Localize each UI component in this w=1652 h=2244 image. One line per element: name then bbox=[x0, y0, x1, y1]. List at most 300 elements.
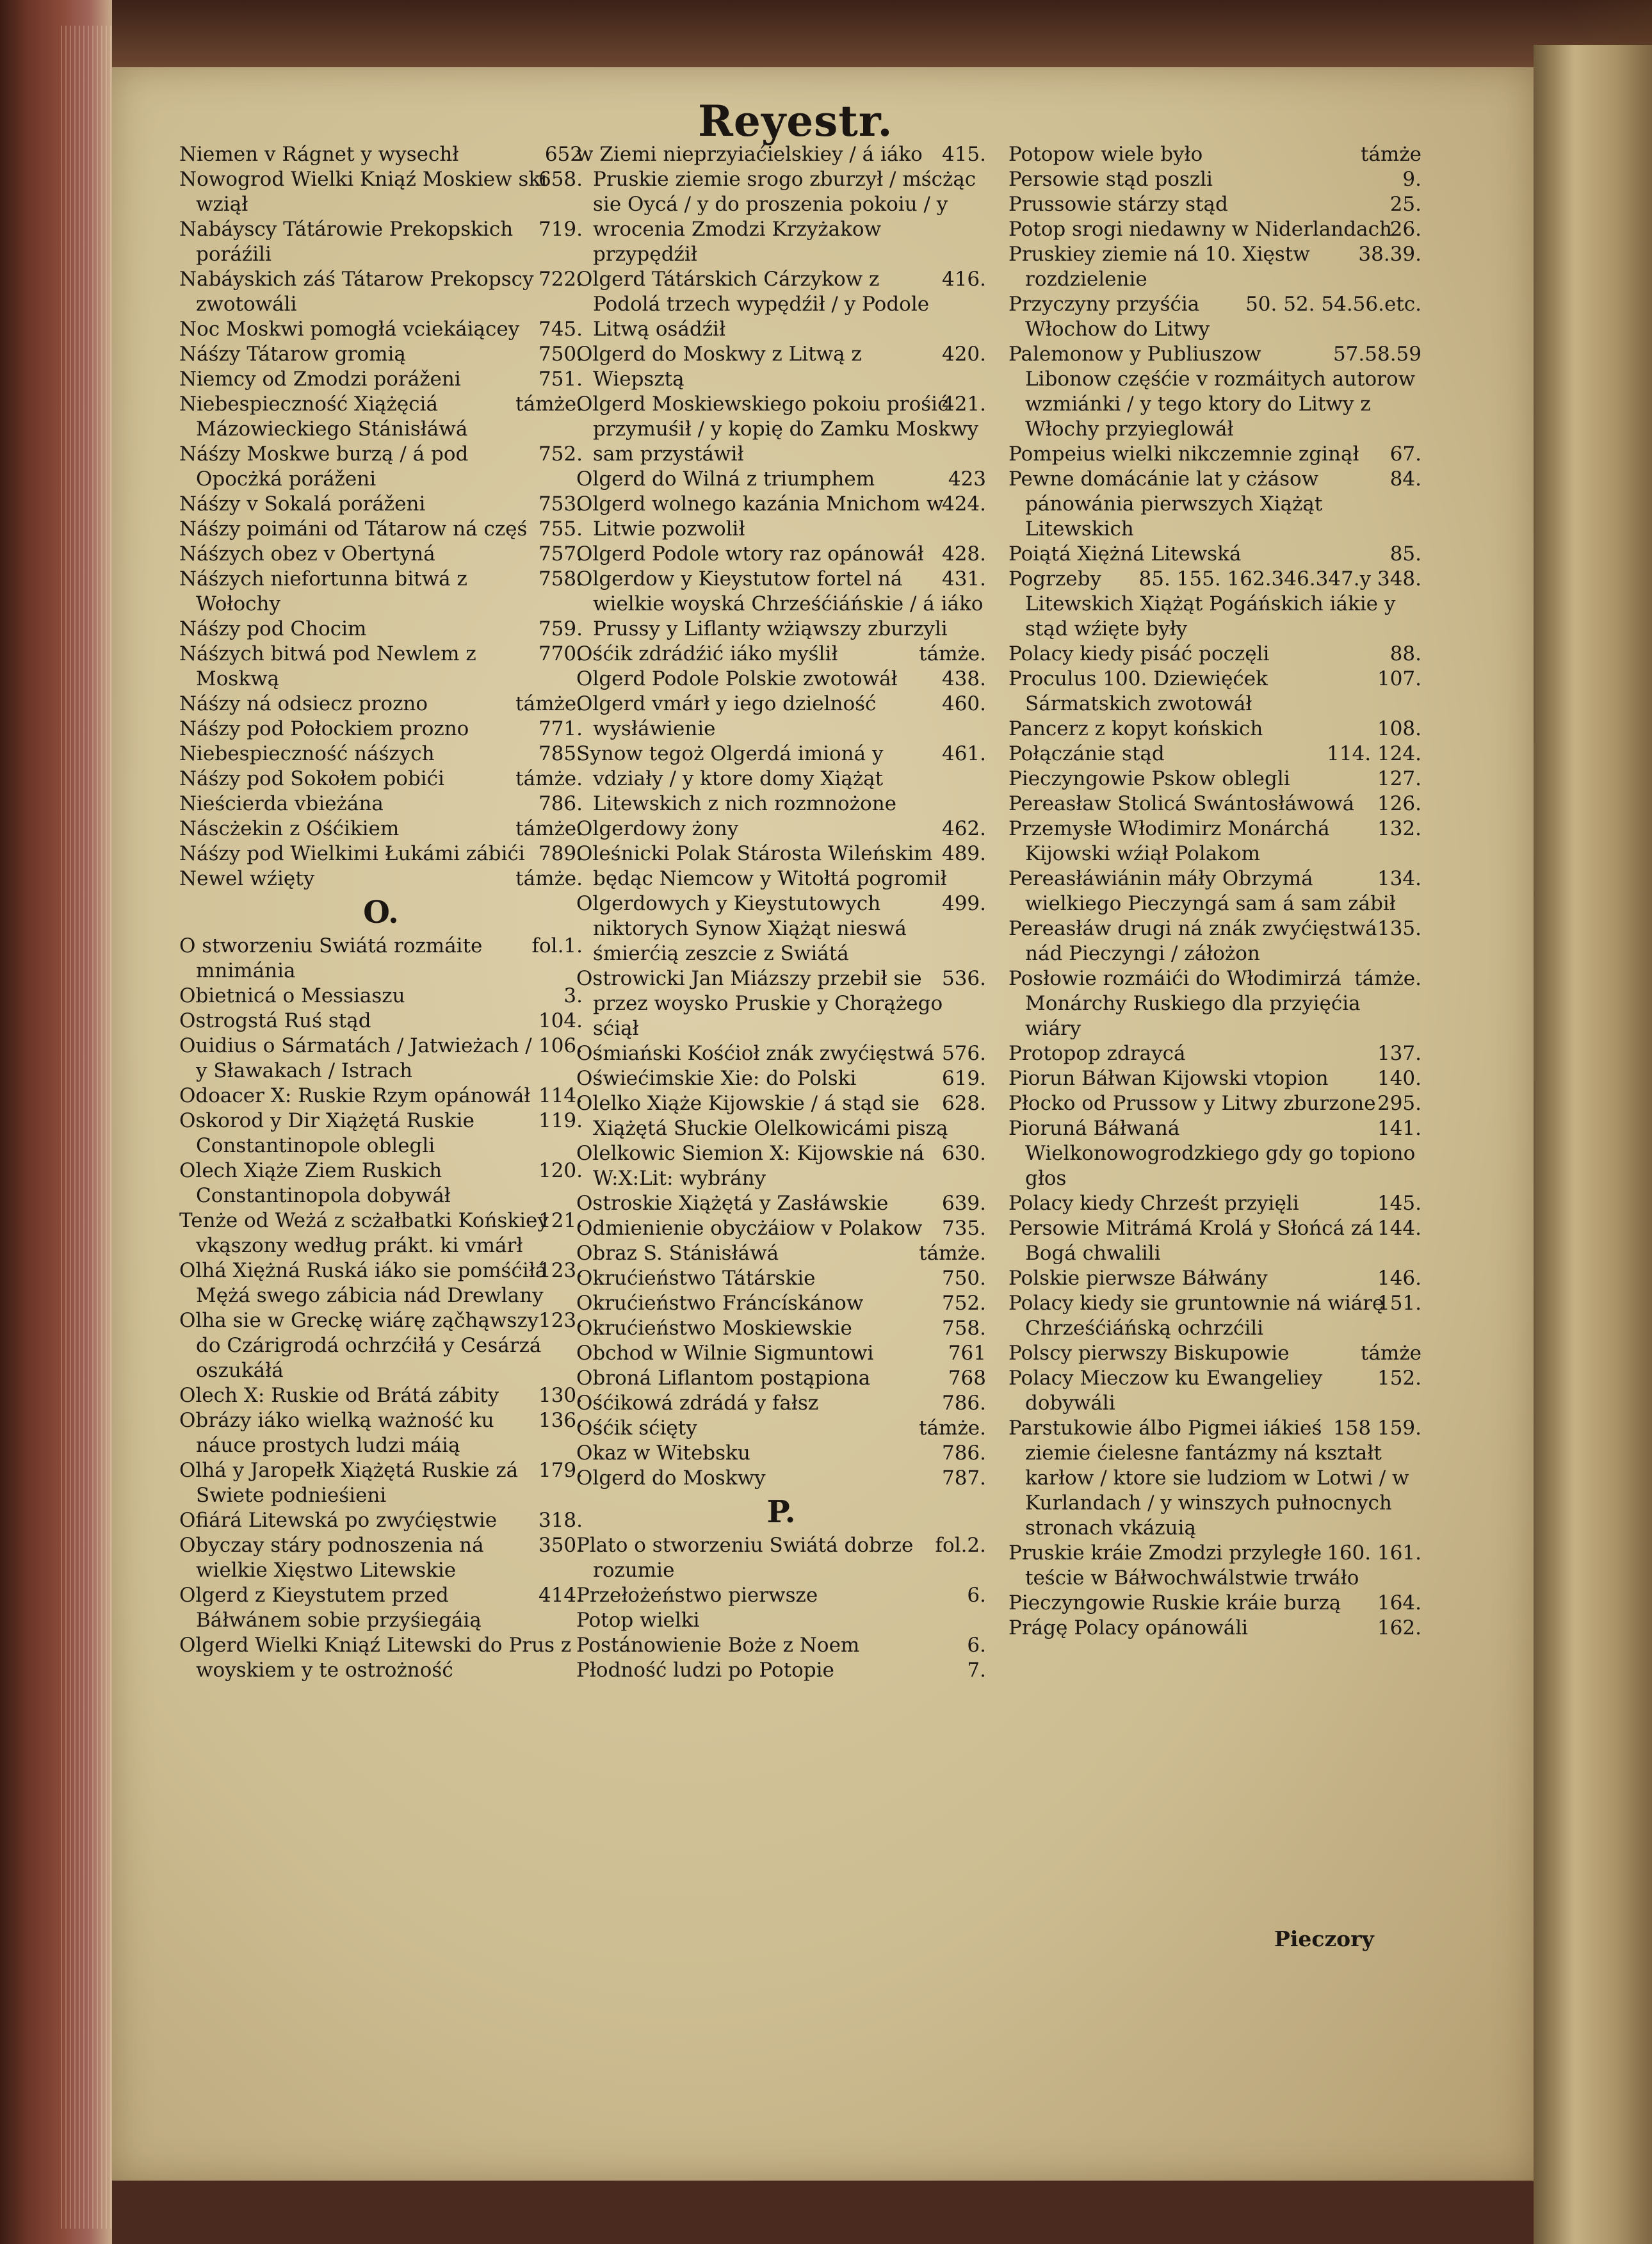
entry-text: Nabáyscy Tátárowie Prekopskich poráźili bbox=[179, 218, 514, 266]
index-entry bbox=[576, 1191, 986, 1216]
entry-text: Pieczyngowie Ruskie kráie burzą bbox=[1008, 1591, 1341, 1614]
entry-page-ref: 88. bbox=[1389, 642, 1421, 665]
index-entry bbox=[1008, 866, 1421, 916]
entry-text: Olgerd Podole Polskie zwotowáł bbox=[576, 667, 898, 690]
index-entry bbox=[1008, 916, 1421, 966]
index-entry bbox=[576, 1366, 986, 1391]
entry-text: Ostrogstá Ruś stąd bbox=[179, 1009, 371, 1032]
index-entry bbox=[179, 1084, 583, 1109]
entry-page-ref: 26. bbox=[1389, 218, 1421, 241]
index-entry bbox=[576, 642, 986, 667]
entry-text: Tenże od Weżá z scżałbatki Końskiey vkąszony według prákt. ki vmárł bbox=[179, 1209, 549, 1257]
entry-text: Pereasłáwiánin máły Obrzymá wielkiego Pieczyngá sam á sam zábił bbox=[1008, 867, 1396, 915]
entry-text: Polacy kiedy pisáć poczęli bbox=[1008, 642, 1270, 665]
entry-page-ref: 25. bbox=[1389, 193, 1421, 216]
entry-page-ref: 6. bbox=[967, 1584, 986, 1607]
index-entry bbox=[1008, 1541, 1421, 1591]
entry-page-ref: 785. bbox=[538, 742, 583, 765]
entry-page-ref: 745. bbox=[538, 318, 583, 341]
index-entry bbox=[179, 1159, 583, 1208]
entry-text: Náśzy poimáni od Tátarow ná częś bbox=[179, 517, 528, 541]
entry-text: Ouidius o Sármatách / Jatwieżach / y Sławakach / Istrach bbox=[179, 1034, 532, 1082]
catchword: Pieczory bbox=[1274, 1926, 1374, 1951]
entry-page-ref: 431. bbox=[941, 567, 986, 590]
index-entry bbox=[1008, 542, 1421, 567]
entry-text: Náśzy pod Wielkimi Łukámi zábići bbox=[179, 842, 525, 865]
entry-page-ref: 151. bbox=[1377, 1292, 1421, 1315]
index-entry bbox=[576, 342, 986, 392]
index-entry bbox=[576, 1583, 986, 1608]
book-top-background bbox=[112, 0, 1652, 67]
index-entry bbox=[179, 1633, 583, 1683]
entry-page-ref: 50. 52. 54.56.etc. bbox=[1245, 293, 1421, 316]
index-entry bbox=[1008, 567, 1421, 642]
entry-text: Olgerd Tátárskich Cárzykow z Podolá trzech wypędźił / y Podole Litwą osádźił bbox=[576, 268, 930, 341]
book-page-edge-lines bbox=[61, 26, 112, 2229]
entry-page-ref: 141. bbox=[1377, 1117, 1421, 1140]
entry-page-ref: 489. bbox=[941, 842, 986, 865]
entry-text: Polacy kiedy Chrześt przyięli bbox=[1008, 1192, 1299, 1215]
entry-page-ref: fol.2. bbox=[935, 1534, 986, 1557]
index-entry bbox=[1008, 1041, 1421, 1066]
index-entry bbox=[1008, 1291, 1421, 1341]
index-entry bbox=[576, 742, 986, 817]
entry-text: Olgerd z Kieystutem przed Báłwánem sobie przyśiegáią bbox=[179, 1584, 482, 1632]
entry-text: Pogrzeby Litewskich Xiążąt Pogáńskich iákie y stąd wźięte były bbox=[1008, 567, 1396, 640]
entry-page-ref: 127. bbox=[1377, 767, 1421, 790]
index-entry bbox=[1008, 217, 1421, 242]
index-entry bbox=[576, 817, 986, 842]
index-entry bbox=[179, 342, 583, 367]
entry-text: Oskorod y Dir Xiążętá Ruskie Constantinopole oblegli bbox=[179, 1109, 474, 1157]
index-entry bbox=[179, 934, 583, 984]
entry-text: Pewne domácánie lat y cżásow pánowánia pierwszych Xiążąt Litewskich bbox=[1008, 468, 1323, 541]
entry-page-ref: 106. bbox=[538, 1034, 583, 1057]
entry-text: Polscy pierwszy Biskupowie bbox=[1008, 1342, 1290, 1365]
entry-text: Odoacer X: Ruskie Rzym opánowáł bbox=[179, 1084, 531, 1107]
index-entry bbox=[179, 567, 583, 617]
index-entry bbox=[179, 317, 583, 342]
entry-page-ref: 658. bbox=[538, 168, 583, 191]
entry-text: Niebespieczność náśzych bbox=[179, 742, 435, 765]
entry-page-ref: 619. bbox=[941, 1067, 986, 1090]
entry-page-ref: 639. bbox=[941, 1192, 986, 1215]
entry-text: Ośćik zdrádźić iáko myślił bbox=[576, 642, 838, 665]
entry-page-ref: 85. 155. 162.346.347.y 348. bbox=[1138, 567, 1421, 590]
index-entry bbox=[576, 1533, 986, 1583]
entry-page-ref: 84. bbox=[1389, 468, 1421, 491]
entry-page-ref: 499. bbox=[941, 892, 986, 915]
index-entry bbox=[1008, 642, 1421, 667]
index-entry bbox=[179, 984, 583, 1009]
index-entry bbox=[179, 1383, 583, 1408]
index-entry bbox=[1008, 142, 1421, 167]
entry-page-ref: 38.39. bbox=[1358, 243, 1421, 266]
index-entry bbox=[1008, 1341, 1421, 1366]
entry-page-ref: 771. bbox=[538, 717, 583, 740]
entry-text: Obroná Liflantom postąpiona bbox=[576, 1367, 871, 1390]
entry-text: Potop srogi niedawny w Niderlandach bbox=[1008, 218, 1392, 241]
entry-text: Okaz w Witebsku bbox=[576, 1442, 750, 1465]
entry-text: Olech Xiąże Ziem Ruskich Constantinopola dobywáł bbox=[179, 1159, 451, 1207]
entry-text: Niebespieczność Xiążęciá Mázowieckiego Stánisłáwá bbox=[179, 393, 468, 441]
entry-page-ref: 107. bbox=[1377, 667, 1421, 690]
entry-text: Odmienienie obycżáiow v Polakow bbox=[576, 1217, 923, 1240]
entry-text: Olha sie w Greckę wiárę ząčhąwszy do Czárigrodá ochrzćiłá y Cesárzá oszukáłá bbox=[179, 1309, 542, 1382]
entry-text: Olgerdow y Kieystutow fortel ná wielkie woyská Chrześćiáńskie / á iáko Prussy y Liflanty wżiąwszy zburzyli bbox=[576, 567, 984, 640]
index-entry bbox=[179, 866, 583, 891]
entry-text: Potopow wiele było bbox=[1008, 143, 1203, 166]
entry-text: O stworzeniu Swiátá rozmáite mnimánia bbox=[179, 934, 483, 982]
entry-text: Olgerd wolnego kazánia Mnichom w Litwie pozwolił bbox=[576, 492, 944, 541]
entry-page-ref: 719. bbox=[538, 218, 583, 241]
entry-page-ref: 350. bbox=[538, 1534, 583, 1557]
entry-text: Obietnicá o Messiaszu bbox=[179, 984, 405, 1007]
entry-text: Olhá Xiężná Ruská iáko sie pomśćiłá Mężá swego zábicia nád Drewlany bbox=[179, 1259, 547, 1307]
entry-page-ref: 428. bbox=[941, 542, 986, 565]
entry-page-ref: 758. bbox=[538, 567, 583, 590]
entry-page-ref: 759. bbox=[538, 617, 583, 640]
entry-page-ref: 104. bbox=[538, 1009, 583, 1032]
entry-text: Pieczyngowie Pskow oblegli bbox=[1008, 767, 1290, 790]
entry-page-ref: 132. bbox=[1377, 817, 1421, 840]
index-entry bbox=[179, 1308, 583, 1383]
entry-page-ref: 114. bbox=[538, 1084, 583, 1107]
index-entry bbox=[576, 891, 986, 966]
index-entry bbox=[576, 1391, 986, 1416]
entry-page-ref: 761 bbox=[948, 1342, 986, 1365]
index-entry bbox=[179, 517, 583, 542]
index-entry bbox=[179, 692, 583, 717]
entry-text: Pruskiey ziemie ná 10. Xięstw rozdzielenie bbox=[1008, 243, 1310, 291]
entry-text: Polacy Mieczow ku Ewangeliey dobywáli bbox=[1008, 1367, 1323, 1415]
entry-text: Pioruná Báłwaná Wielkonowogrodzkiego gdy go topiono głos bbox=[1008, 1117, 1416, 1190]
entry-page-ref: 750. bbox=[941, 1267, 986, 1290]
entry-text: Náscżekin z Ośćikiem bbox=[179, 817, 400, 840]
entry-text: Potop wielki bbox=[576, 1609, 700, 1632]
index-entry bbox=[179, 1508, 583, 1533]
index-entry bbox=[576, 1066, 986, 1091]
index-entry bbox=[1008, 1591, 1421, 1616]
entry-text: Prágę Polacy opánowáli bbox=[1008, 1616, 1249, 1639]
entry-text: Olhá y Jaropełk Xiążętá Ruskie zá Swiete podnieśieni bbox=[179, 1459, 519, 1507]
index-entry bbox=[1008, 1216, 1421, 1266]
index-entry bbox=[1008, 792, 1421, 817]
entry-page-ref: 9. bbox=[1402, 168, 1421, 191]
entry-page-ref: 787. bbox=[941, 1467, 986, 1490]
entry-page-ref: 750. bbox=[538, 343, 583, 366]
entry-page-ref: 420. bbox=[941, 343, 986, 366]
entry-text: Pompeius wielki nikczemnie zginął bbox=[1008, 443, 1359, 466]
entry-text: Okrućieństwo Fráncískánow bbox=[576, 1292, 864, 1315]
index-entry bbox=[179, 1533, 583, 1583]
entry-text: Obyczay stáry podnoszenia ná wielkie Xięstwo Litewskie bbox=[179, 1534, 484, 1582]
index-entry bbox=[179, 367, 583, 392]
entry-text: Náśzych niefortunna bitwá z Wołochy bbox=[179, 567, 467, 615]
entry-text: Nabáyskich záś Tátarow Prekopscy zwotowáli bbox=[179, 268, 534, 316]
entry-page-ref: 123. bbox=[538, 1309, 583, 1332]
entry-text: Newel wźięty bbox=[179, 867, 315, 890]
index-entry bbox=[576, 1608, 986, 1633]
entry-page-ref: 85. bbox=[1389, 542, 1421, 565]
entry-page-ref: 628. bbox=[941, 1092, 986, 1115]
index-entry bbox=[576, 542, 986, 567]
entry-page-ref: 108. bbox=[1377, 717, 1421, 740]
entry-page-ref: támże. bbox=[919, 1417, 986, 1440]
entry-page-ref: 6. bbox=[967, 1634, 986, 1657]
index-entry bbox=[1008, 817, 1421, 866]
entry-page-ref: 114. 124. bbox=[1327, 742, 1421, 765]
entry-text: Płocko od Prussow y Litwy zburzone bbox=[1008, 1092, 1376, 1115]
entry-page-ref: 786. bbox=[538, 792, 583, 815]
index-entry bbox=[179, 1208, 583, 1258]
entry-page-ref: 414. bbox=[538, 1584, 583, 1607]
entry-page-ref: 135. bbox=[1377, 917, 1421, 940]
entry-text: Palemonow y Publiuszow Libonow częśćie v rozmáitych autorow wzmiánki / y tego ktory do Litwy z Włochy przyieglowáł bbox=[1008, 343, 1416, 441]
index-entry bbox=[576, 667, 986, 692]
entry-text: Náśzy v Sokalá poráženi bbox=[179, 492, 426, 516]
entry-page-ref: támże. bbox=[919, 1242, 986, 1265]
entry-text: Olgerd vmárł y iego dzielność wysłáwienie bbox=[576, 692, 877, 740]
entry-text: Protopop zdraycá bbox=[1008, 1042, 1186, 1065]
entry-page-ref: 755. bbox=[538, 517, 583, 541]
entry-text: Nieścierda vbieżána bbox=[179, 792, 384, 815]
entry-text: Obraz S. Stánisłáwá bbox=[576, 1242, 779, 1265]
entry-page-ref: támże. bbox=[515, 767, 583, 790]
entry-page-ref: 144. bbox=[1377, 1217, 1421, 1240]
index-entry bbox=[1008, 1191, 1421, 1216]
entry-text: Oleśnicki Polak Stárosta Wileńskim będąc Niemcow y Witołtá pogromił bbox=[576, 842, 947, 890]
index-entry bbox=[179, 842, 583, 866]
entry-text: Postánowienie Boże z Noem bbox=[576, 1634, 860, 1657]
entry-text: Obchod w Wilnie Sigmuntowi bbox=[576, 1342, 874, 1365]
entry-page-ref: 162. bbox=[1377, 1616, 1421, 1639]
entry-text: Synow tegoż Olgerdá imioná y vdziały / y ktore domy Xiążąt Litewskich z nich rozmnożone bbox=[576, 742, 897, 815]
entry-text: Náśzy Moskwe burzą / á pod Opocżká poráženi bbox=[179, 443, 469, 491]
entry-page-ref: 179. bbox=[538, 1459, 583, 1482]
entry-page-ref: 768 bbox=[948, 1367, 986, 1390]
index-entry bbox=[576, 1241, 986, 1266]
index-entry bbox=[576, 1141, 986, 1191]
entry-page-ref: 146. bbox=[1377, 1267, 1421, 1290]
entry-page-ref: 752. bbox=[941, 1292, 986, 1315]
index-entry bbox=[179, 142, 583, 167]
index-entry bbox=[179, 167, 583, 217]
index-entry bbox=[179, 392, 583, 442]
entry-page-ref: 121. bbox=[538, 1209, 583, 1232]
entry-page-ref: 722. bbox=[538, 268, 583, 291]
entry-page-ref: 145. bbox=[1377, 1192, 1421, 1215]
index-entry bbox=[576, 1416, 986, 1441]
index-entry bbox=[576, 1216, 986, 1241]
entry-text: Olgerdowych y Kieystutowych niktorych Synow Xiążąt nieswá śmierćią zeszcie z Swiátá bbox=[576, 892, 907, 965]
entry-page-ref: 160. 161. bbox=[1327, 1541, 1421, 1565]
entry-page-ref: 415. bbox=[941, 143, 986, 166]
index-entry bbox=[1008, 1116, 1421, 1191]
index-entry bbox=[1008, 1266, 1421, 1291]
entry-page-ref: 424. bbox=[941, 492, 986, 516]
index-entry bbox=[1008, 1616, 1421, 1641]
index-entry bbox=[1008, 767, 1421, 792]
index-entry bbox=[576, 1658, 986, 1683]
entry-text: Olgerd Wielki Kniąź Litewski do Prus z woyskiem y te ostrożność bbox=[179, 1634, 572, 1682]
entry-page-ref: 576. bbox=[941, 1042, 986, 1065]
entry-text: Olgerd do Wilná z triumphem bbox=[576, 468, 875, 491]
entry-text: Ośmiański Kośćioł znák zwyćięstwá bbox=[576, 1042, 935, 1065]
entry-text: Ośćik sćięty bbox=[576, 1417, 697, 1440]
index-entry bbox=[576, 467, 986, 492]
entry-page-ref: 460. bbox=[941, 692, 986, 715]
entry-text: Náśzy pod Sokołem pobići bbox=[179, 767, 444, 790]
entry-page-ref: támże. bbox=[919, 642, 986, 665]
entry-page-ref: támże bbox=[1360, 143, 1421, 166]
index-entry bbox=[1008, 292, 1421, 342]
index-entry bbox=[1008, 342, 1421, 442]
entry-text: Piorun Báłwan Kijowski vtopion bbox=[1008, 1067, 1329, 1090]
entry-page-ref: 421. bbox=[941, 393, 986, 416]
entry-page-ref: 3. bbox=[563, 984, 583, 1007]
entry-page-ref: 752. bbox=[538, 443, 583, 466]
entry-page-ref: fol.1. bbox=[531, 934, 583, 957]
entry-text: Olgerd Moskiewskiego pokoiu prośić przymuśił / y kopię do Zamku Moskwy sam przystáwił bbox=[576, 393, 979, 466]
index-entry bbox=[576, 1266, 986, 1291]
entry-page-ref: 158 159. bbox=[1332, 1417, 1421, 1440]
index-entry bbox=[179, 1458, 583, 1508]
index-entry bbox=[179, 1109, 583, 1159]
index-entry bbox=[1008, 1066, 1421, 1091]
entry-text: Przełożeństwo pierwsze bbox=[576, 1584, 818, 1607]
entry-page-ref: 120. bbox=[538, 1159, 583, 1182]
entry-text: Olgerd do Moskwy z Litwą z Wiepsztą bbox=[576, 343, 862, 391]
entry-text: Noc Moskwi pomogłá vciekáiącey bbox=[179, 318, 520, 341]
entry-page-ref: 786. bbox=[941, 1392, 986, 1415]
index-entry bbox=[1008, 1366, 1421, 1416]
index-entry bbox=[179, 1034, 583, 1084]
index-column-left bbox=[179, 142, 583, 1683]
entry-text: Olelko Xiąże Kijowskie / á stąd sie Xiążętá Słuckie Olelkowicámi piszą bbox=[576, 1092, 948, 1140]
entry-page-ref: támże. bbox=[515, 867, 583, 890]
index-entry bbox=[179, 617, 583, 642]
entry-page-ref: 461. bbox=[941, 742, 986, 765]
section-letter: P. bbox=[766, 1494, 796, 1530]
index-entry bbox=[179, 792, 583, 817]
entry-text: Płodność ludzi po Potopie bbox=[576, 1659, 834, 1682]
entry-page-ref: 295. bbox=[1377, 1092, 1421, 1115]
index-entry bbox=[179, 767, 583, 792]
index-entry bbox=[1008, 467, 1421, 542]
entry-page-ref: 67. bbox=[1389, 443, 1421, 466]
index-entry bbox=[576, 692, 986, 742]
entry-page-ref: támże. bbox=[1354, 967, 1421, 990]
entry-text: Pruskie kráie Zmodzi przyległe teście w Báłwochwálstwie trwáło bbox=[1008, 1541, 1359, 1590]
entry-text: Parstukowie álbo Pigmei iákieś ziemie ćielesne fantázmy ná kształt karłow / ktore sie ludziom w Lotwi / w Kurlandach / y winszych pułnocnych stronach vkázuią bbox=[1008, 1417, 1409, 1540]
index-entry bbox=[179, 542, 583, 567]
index-entry bbox=[1008, 667, 1421, 717]
entry-text: Okrućieństwo Moskiewskie bbox=[576, 1317, 852, 1340]
entry-page-ref: támże. bbox=[515, 393, 583, 416]
index-entry bbox=[576, 1041, 986, 1066]
index-entry bbox=[179, 717, 583, 742]
index-entry bbox=[1008, 966, 1421, 1041]
index-entry bbox=[179, 1258, 583, 1308]
entry-page-ref: 140. bbox=[1377, 1067, 1421, 1090]
entry-page-ref: 123. bbox=[538, 1259, 583, 1282]
entry-text: Przyczyny przyśćia Włochow do Litwy bbox=[1008, 293, 1210, 341]
entry-text: Polacy kiedy sie gruntownie ná wiárę Chrześćiáńską ochrzćili bbox=[1008, 1292, 1384, 1340]
index-entry bbox=[1008, 167, 1421, 192]
index-entry bbox=[1008, 742, 1421, 767]
entry-page-ref: 462. bbox=[941, 817, 986, 840]
entry-text: Náśzy Tátarow gromią bbox=[179, 343, 406, 366]
index-entry bbox=[576, 1091, 986, 1141]
entry-page-ref: támże bbox=[1360, 1342, 1421, 1365]
index-entry bbox=[576, 392, 986, 467]
index-entry bbox=[179, 817, 583, 842]
entry-page-ref: 786. bbox=[941, 1442, 986, 1465]
entry-text: Niemcy od Zmodzi poráženi bbox=[179, 368, 461, 391]
entry-page-ref: 789. bbox=[538, 842, 583, 865]
entry-text: Niemen v Rágnet y wysechł bbox=[179, 143, 459, 166]
entry-text: Náśzych obez v Obertyná bbox=[179, 542, 435, 565]
index-entry bbox=[576, 567, 986, 642]
entry-text: Ośćikowá zdrádá y fałsz bbox=[576, 1392, 819, 1415]
index-entry bbox=[576, 1316, 986, 1341]
entry-page-ref: 758. bbox=[941, 1317, 986, 1340]
entry-text: Obrázy iáko wielką ważność ku náuce prostych ludzi máią bbox=[179, 1409, 494, 1457]
index-entry bbox=[1008, 442, 1421, 467]
index-entry bbox=[576, 1291, 986, 1316]
entry-page-ref: 134. bbox=[1377, 867, 1421, 890]
entry-page-ref: 630. bbox=[941, 1142, 986, 1165]
index-entry bbox=[563, 966, 986, 1041]
entry-text: Pereasław Stolicá Swántosłáwowá bbox=[1008, 792, 1355, 815]
entry-text: Náśzy ná odsiecz prozno bbox=[179, 692, 428, 715]
entry-page-ref: támże. bbox=[515, 692, 583, 715]
entry-text: Persowie Mitrámá Krolá y Słońcá zá Bogá chwalili bbox=[1008, 1217, 1373, 1265]
index-entry bbox=[179, 217, 583, 267]
index-entry bbox=[576, 267, 986, 342]
index-entry bbox=[179, 1009, 583, 1034]
entry-text: Pancerz z kopyt końskich bbox=[1008, 717, 1263, 740]
entry-page-ref: 423 bbox=[948, 468, 986, 491]
entry-text: Połączánie stąd bbox=[1008, 742, 1165, 765]
entry-text: Plato o stworzeniu Swiátá dobrze rozumie bbox=[576, 1534, 914, 1582]
index-entry bbox=[179, 267, 583, 317]
entry-text: Náśzy pod Połockiem prozno bbox=[179, 717, 469, 740]
entry-text: Olelkowic Siemion X: Kijowskie ná W:X:Lit: wybrány bbox=[576, 1142, 925, 1190]
entry-page-ref: 753. bbox=[538, 492, 583, 516]
index-entry bbox=[179, 1583, 583, 1633]
index-entry bbox=[179, 492, 583, 517]
entry-page-ref: 735. bbox=[941, 1217, 986, 1240]
entry-page-ref: 136. bbox=[538, 1409, 583, 1432]
index-column-right bbox=[1008, 142, 1421, 1641]
index-entry bbox=[1008, 1091, 1421, 1116]
entry-text: Pereasłáw drugi ná znák zwyćięstwá nád Pieczyngi / záłożon bbox=[1008, 917, 1377, 965]
index-entry bbox=[576, 1466, 986, 1491]
entry-page-ref: 757. bbox=[538, 542, 583, 565]
entry-text: Okrućieństwo Tátárskie bbox=[576, 1267, 816, 1290]
index-entry bbox=[1008, 1416, 1421, 1541]
entry-page-ref: 57.58.59 bbox=[1332, 343, 1421, 366]
entry-text: Ostroskie Xiążętá y Zasłáwskie bbox=[576, 1192, 889, 1215]
entry-page-ref: 438. bbox=[941, 667, 986, 690]
entry-page-ref: 318. bbox=[538, 1509, 583, 1532]
entry-text: Náśzych bitwá pod Newlem z Moskwą bbox=[179, 642, 476, 690]
entry-text: Olgerdowy żony bbox=[576, 817, 739, 840]
entry-page-ref: támże. bbox=[515, 817, 583, 840]
index-entry bbox=[179, 642, 583, 692]
